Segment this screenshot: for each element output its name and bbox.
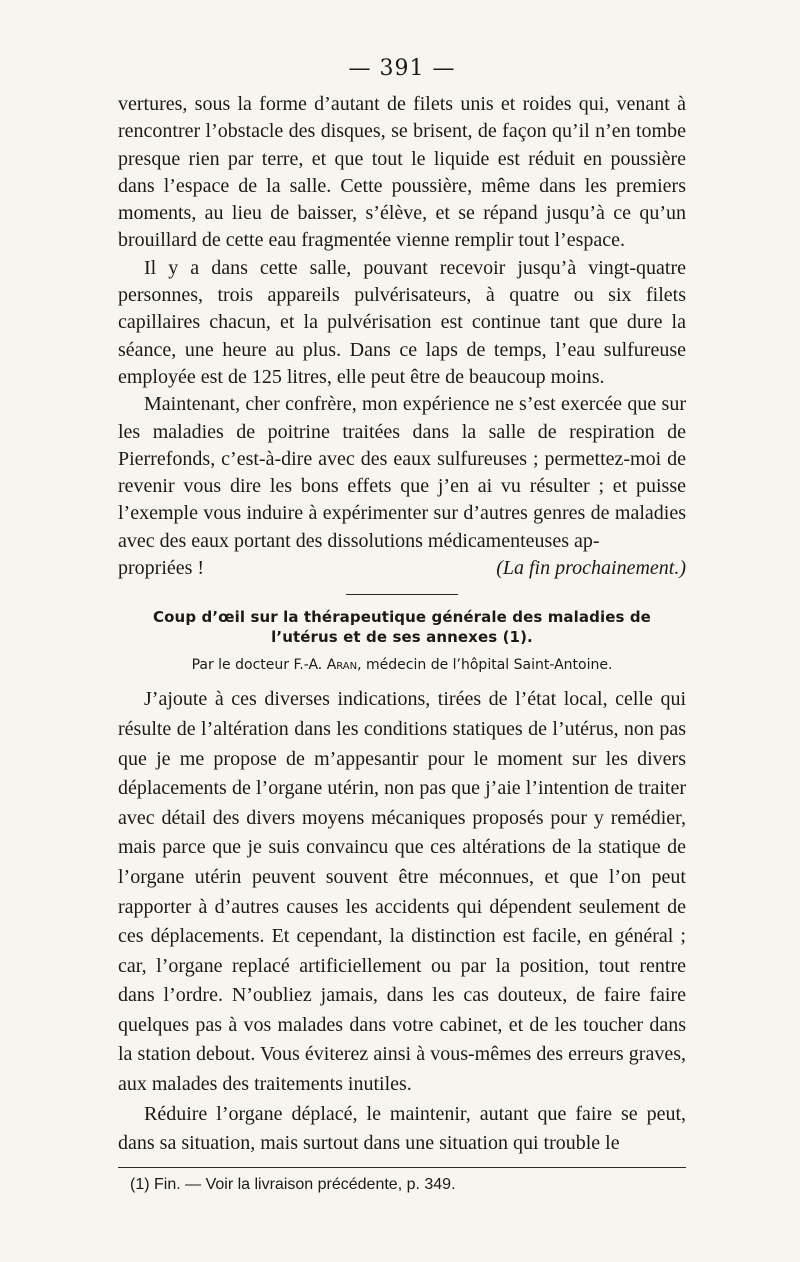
article-paragraph-2: Réduire l’organe déplacé, le maintenir, autant que faire se peut, dans sa situation, mais surtout dans une situation qui trouble le [118, 1102, 686, 1155]
article-title-text: Coup d’œil sur la thérapeutique générale des maladies de l’utérus et de ses annexes [153, 608, 651, 647]
byline-prefix: Par le docteur F.-A. [191, 657, 323, 674]
continuation-paragraph-1: vertures, sous la forme d’autant de filets unis et roides qui, venant à rencontrer l’obstacle des disques, se brisent, de façon qu’il n’en tombe presque rien par terre, et que tout le liquide est réduit en poussière dans l’espace de la salle. Cette poussière, même dans les premiers moments, au lieu de baisser, s’élève, et se répand jusqu’à ce qu’un brouillard de cette eau fragmentée vienne remplir tout l’espace. [118, 93, 686, 252]
closing-line [118, 555, 686, 582]
footnote-rule [118, 1167, 686, 1168]
closing-word: propriées ! [118, 557, 205, 580]
to-be-continued-note: (La fin prochainement.) [496, 557, 686, 580]
continuation-paragraph-2: Il y a dans cette salle, pouvant recevoir jusqu’à vingt-quatre personnes, trois appareils pulvérisateurs, à quatre ou six filets capillaires chacun, et la pulvérisation est continue tant que dure la séance, une heure au plus. Dans ce laps de temps, l’eau sulfureuse employée est de 125 litres, elle peut être de beaucoup moins. [118, 256, 686, 388]
footnote [130, 1176, 686, 1194]
article-title [118, 607, 686, 647]
book-page [118, 56, 686, 1194]
page-number: — 391 — [348, 56, 456, 81]
article-title-note-marker: (1). [502, 628, 533, 647]
article-paragraph-1: J’ajoute à ces diverses indications, tirées de l’état local, celle qui résulte de l’altération dans les conditions statiques de l’utérus, non pas que je me propose de m’appesantir pour le moment sur les divers déplacements de l’organe utérin, non pas que j’aie l’intention de traiter avec détail des divers moyens mécaniques proposés pour y remédier, mais parce que je suis convaincu que ces altérations de la statique de l’organe utérin peuvent souvent être méconnues, et que l’on peut rapporter à d’autres causes les accidents qui dépendent seulement de ces déplacements. Et cependant, la distinction est facile, en général ; car, l’organe replacé artificiellement ou par la position, tout rentre dans l’ordre. N’oubliez jamais, dans les cas douteux, de faire faire quelques pas à vos malades dans votre cabinet, et de les toucher dans la station debout. Vous éviterez ainsi à vous-mêmes des erreurs graves, aux malades des traitements inutiles. [118, 688, 686, 1096]
byline-author: Aran, [326, 657, 362, 674]
continuation-paragraph-3: Maintenant, cher confrère, mon expérience ne s’est exercée que sur les maladies de poitrine traitées dans la salle de respiration de Pierrefonds, c’est-à-dire avec des eaux sulfureuses ; permettez-moi de revenir vous dire les bons effets que j’en ai vu résulter ; et puisse l’exemple vous induire à expérimenter sur d’autres genres de maladies avec des eaux portant des dissolutions médicamenteuses ap- [118, 393, 686, 552]
footnote-marker: (1) [130, 1175, 150, 1193]
footnote-text: Fin. — Voir la livraison précédente, p. 349. [154, 1175, 456, 1193]
article-byline [118, 657, 686, 673]
byline-suffix: médecin de l’hôpital Saint-Antoine. [366, 657, 613, 674]
section-separator [346, 594, 458, 595]
